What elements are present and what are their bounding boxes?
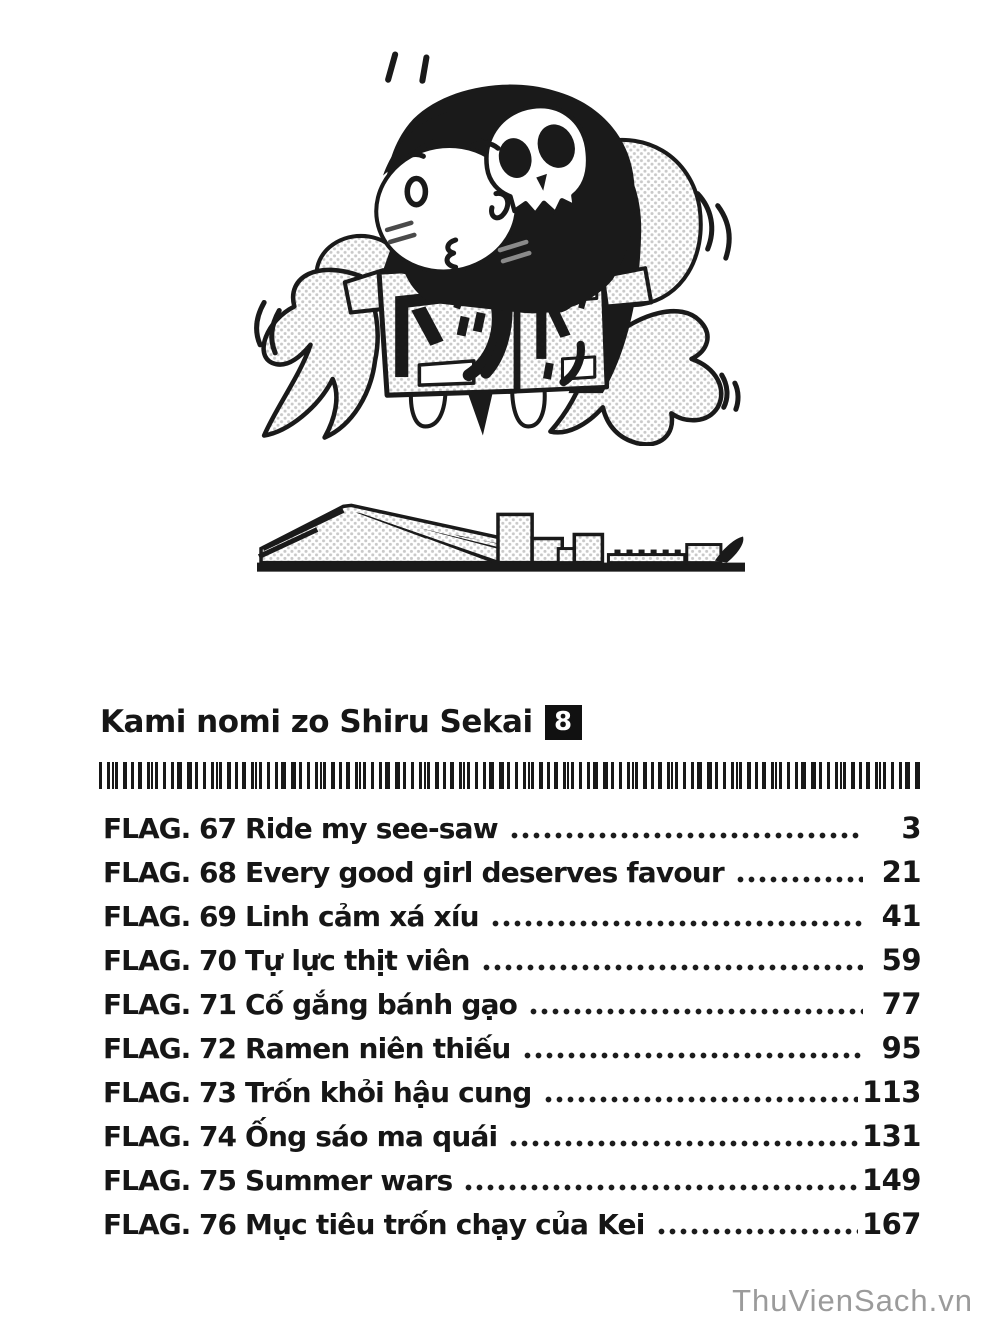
toc-leader [464,1183,858,1192]
toc-row [103,1158,921,1202]
toc-leader [509,1139,858,1148]
toc-row [103,982,921,1026]
toc-row [103,850,921,894]
surprise-marks-icon [388,54,426,80]
toc-title: Ride my see-saw [244,811,498,845]
toc-page: 77 [881,987,921,1021]
skyline-low-building [608,555,684,563]
toc-row [103,1202,921,1246]
skyline-tower [498,514,532,562]
toc-title: Tự lực thịt viên [244,943,470,977]
toc-flag: FLAG. 75 [103,1163,236,1197]
toc-title: Ramen niên thiếu [244,1031,511,1065]
toc-row [103,1026,921,1070]
toc-flag: FLAG. 76 [103,1207,236,1241]
toc-title: Summer wars [244,1163,453,1197]
toc-title: Mục tiêu trốn chạy của Kei [244,1207,645,1241]
toc-page: 41 [881,899,921,933]
toc-flag: FLAG. 70 [103,943,236,977]
toc-row [103,1070,921,1114]
toc-page: 113 [861,1075,921,1109]
toc-leader [544,1095,858,1104]
toc-title: Linh cảm xá xíu [244,899,479,933]
toc-page: 3 [901,811,921,845]
toc-flag: FLAG. 68 [103,855,236,889]
toc-page: 167 [861,1207,921,1241]
toc-flag: FLAG. 71 [103,987,236,1021]
toc-title: Every good girl deserves favour [244,855,724,889]
toc-row [103,894,921,938]
toc-leader [529,1007,863,1016]
toc-row [103,938,921,982]
toc-leader [523,1051,863,1060]
toc-flag: FLAG. 73 [103,1075,236,1109]
site-watermark: ThuVienSach.vn [732,1283,973,1318]
toc-title: Trốn khỏi hậu cung [244,1075,532,1109]
toc-title: Ống sáo ma quái [244,1119,498,1153]
barcode-divider [99,762,922,789]
chibi-elsie-illustration [248,42,752,446]
toc-row [103,1114,921,1158]
skyline-block [574,535,602,563]
volume-badge: 8 [545,705,582,740]
table-of-contents [103,806,921,1246]
toc-page: 131 [861,1119,921,1153]
toc-leader [491,919,863,928]
toc-leader [657,1227,858,1236]
motion-lines-right-small [722,375,738,409]
toc-leader [482,963,863,972]
book-title-row [100,704,582,740]
toc-flag: FLAG. 74 [103,1119,236,1153]
toc-leader [736,875,863,884]
book-title: Kami nomi zo Shiru Sekai [100,704,533,740]
toc-flag: FLAG. 67 [103,811,236,845]
toc-page: 59 [881,943,921,977]
toc-leader [510,831,863,840]
city-skyline-illustration [255,486,747,582]
toc-flag: FLAG. 72 [103,1031,236,1065]
toc-row [103,806,921,850]
toc-title: Cố gắng bánh gạo [244,987,518,1021]
toc-flag: FLAG. 69 [103,899,236,933]
toc-page: 95 [881,1031,921,1065]
toc-page: 21 [881,855,921,889]
toc-page: 149 [861,1163,921,1197]
